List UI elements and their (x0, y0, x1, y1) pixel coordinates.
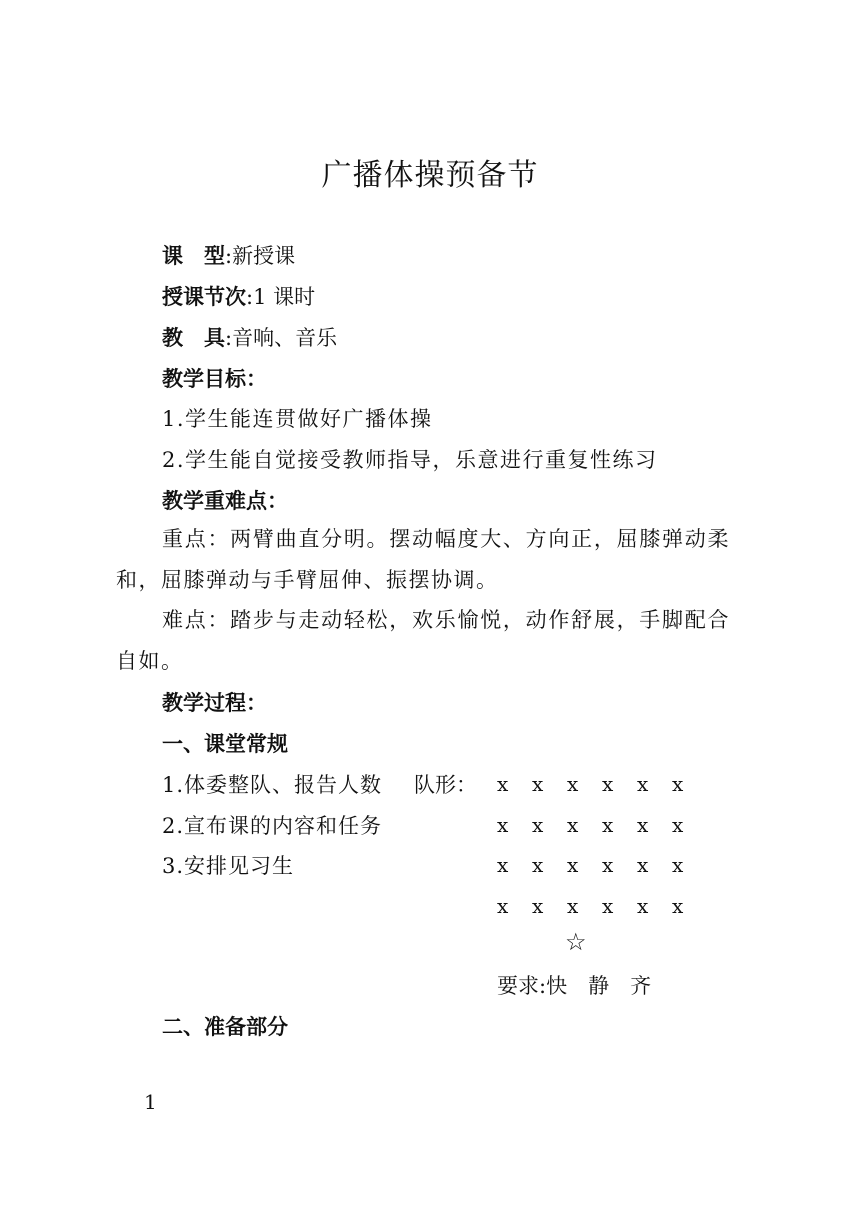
student-mark: x (532, 894, 544, 918)
lesson-period (162, 283, 315, 311)
student-mark: x (672, 853, 684, 877)
teacher-star-icon: ☆ (565, 928, 587, 956)
routine-step: 3.安排见习生 (162, 854, 295, 878)
student-mark: x (602, 853, 614, 877)
focus-paragraph: 重点：两臂曲直分明。摆动幅度大、方向正，屈膝弹动柔和，屈膝弹动与手臂屈伸、振摆协调。 (116, 527, 730, 592)
student-mark: x (672, 772, 684, 796)
formation-row (497, 894, 707, 918)
formation-requirement: 要求:快 静 齐 (497, 974, 652, 998)
key-points-heading: 教学重难点： (162, 489, 288, 513)
objectives-heading: 教学目标： (162, 367, 267, 391)
student-mark: x (567, 772, 579, 796)
student-mark: x (602, 813, 614, 837)
student-mark: x (672, 813, 684, 837)
student-mark: x (602, 894, 614, 918)
lesson-tools-label: 教 具 (162, 326, 225, 350)
routine-step: 2.宣布课的内容和任务 (162, 814, 383, 838)
section-routine-heading: 一、课堂常规 (162, 732, 288, 756)
student-mark: x (602, 772, 614, 796)
student-mark: x (497, 813, 509, 837)
student-mark: x (637, 813, 649, 837)
lesson-type (162, 242, 295, 270)
student-mark: x (567, 894, 579, 918)
formation-label: 队形： (414, 773, 477, 797)
section-preparation-heading: 二、准备部分 (162, 1015, 288, 1039)
lesson-period-label: 授课节次 (162, 285, 246, 309)
formation-row (497, 853, 707, 877)
lesson-tools-value: :音响、音乐 (225, 326, 338, 350)
student-mark: x (637, 894, 649, 918)
objective-item: 2.学生能自觉接受教师指导，乐意进行重复性练习 (162, 448, 658, 472)
difficulty-paragraph: 难点：踏步与走动轻松，欢乐愉悦，动作舒展，手脚配合自如。 (116, 608, 730, 673)
lesson-type-label: 课 型 (162, 244, 225, 268)
objective-item: 1.学生能连贯做好广播体操 (162, 407, 433, 431)
student-mark: x (497, 853, 509, 877)
student-mark: x (532, 853, 544, 877)
student-mark: x (567, 813, 579, 837)
formation-row (497, 772, 707, 796)
routine-step: 1.体委整队、报告人数 (162, 773, 383, 797)
lesson-tools (162, 324, 337, 352)
student-mark: x (672, 894, 684, 918)
student-mark: x (637, 772, 649, 796)
student-mark: x (497, 772, 509, 796)
student-mark: x (532, 813, 544, 837)
lesson-type-value: :新授课 (225, 244, 296, 268)
page-number: 1 (144, 1090, 157, 1114)
formation-row (497, 813, 707, 837)
student-mark: x (497, 894, 509, 918)
student-mark: x (532, 772, 544, 796)
student-mark: x (567, 853, 579, 877)
process-heading: 教学过程： (162, 691, 267, 715)
student-mark: x (637, 853, 649, 877)
page-title: 广播体操预备节 (321, 158, 539, 193)
lesson-period-value: :1 课时 (246, 285, 316, 309)
